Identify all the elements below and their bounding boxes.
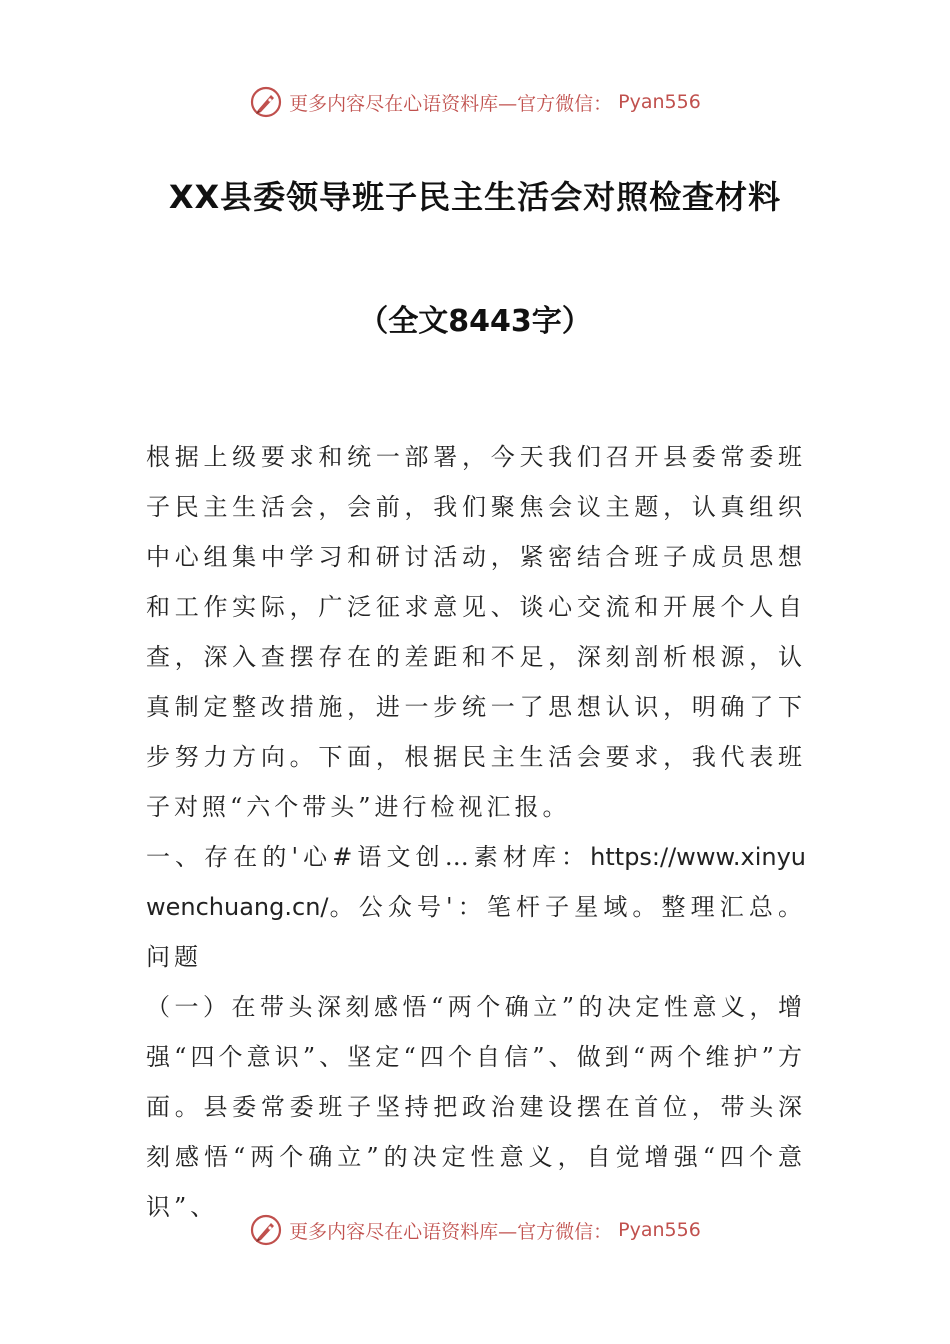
header-watermark [0, 82, 950, 122]
watermark-wechat-id: Pyan556 [618, 91, 701, 113]
section-1-suffix: 。公众号'：笔杆子星域。整理汇总。问题 [146, 893, 806, 971]
watermark-text: 更多内容尽在心语资料库—官方微信： [289, 1220, 613, 1243]
document-title: XX县委领导班子民主生活会对照检查材料 [168, 178, 782, 216]
pen-nib-logo-icon [249, 85, 283, 119]
document-subtitle: （全文8443字） [358, 304, 592, 339]
intro-paragraph: 根据上级要求和统一部署，今天我们召开县委常委班子民主生活会，会前，我们聚焦会议主题，认真组织中心组集中学习和研讨活动，紧密结合班子成员思想和工作实际，广泛征求意见、谈心交流和开展个人自查，深入查摆存在的差距和不足，深刻剖析根源，认真制定整改措施，进一步统一了思想认识，明确了下步努力方向。下面，根据民主生活会要求，我代表班子对照“六个带头”进行检视汇报。 [146, 443, 806, 821]
watermark-text: 更多内容尽在心语资料库—官方微信： [289, 92, 613, 115]
section-1-url: https://www.xinyuwenchuang.cn/ [146, 843, 806, 921]
section-1-heading [146, 832, 806, 982]
subsection-1-paragraph: （一）在带头深刻感悟“两个确立”的决定性意义，增强“四个意识”、坚定“四个自信”、做到“两个维护”方面。县委常委班子坚持把政治建设摆在首位，带头深刻感悟“两个确立”的决定性意义，自觉增强“四个意识”、 [146, 993, 806, 1221]
pen-nib-logo-icon [249, 1213, 283, 1247]
document-body [146, 432, 806, 1232]
footer-watermark [0, 1210, 950, 1250]
watermark-wechat-id: Pyan556 [618, 1219, 701, 1241]
section-1-prefix: 一、存在的'心#语文创…素材库： [146, 843, 591, 871]
